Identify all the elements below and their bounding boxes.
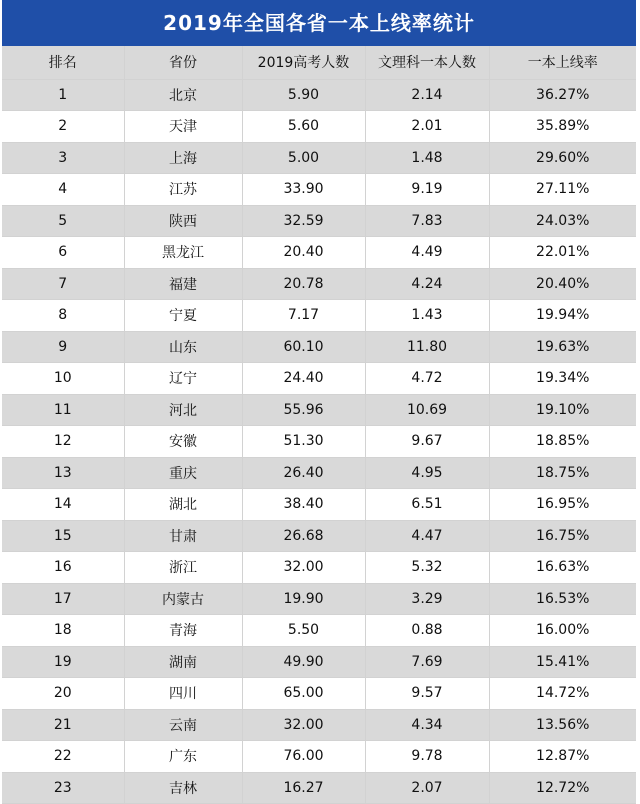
cell-rank: 17: [2, 583, 124, 615]
cell-tier1-rate: 12.87%: [489, 741, 636, 773]
table-row: [2, 678, 636, 710]
cell-rank: 12: [2, 426, 124, 458]
table-row: [2, 709, 636, 741]
cell-rank: 18: [2, 615, 124, 647]
cell-exam-takers: 49.90: [242, 646, 365, 678]
table-row: [2, 741, 636, 773]
cell-exam-takers: 19.90: [242, 583, 365, 615]
cell-tier1-rate: 29.60%: [489, 142, 636, 174]
cell-tier1-rate: 16.95%: [489, 489, 636, 521]
cell-rank: 4: [2, 174, 124, 206]
table-row: [2, 363, 636, 395]
cell-exam-takers: 32.00: [242, 552, 365, 584]
cell-tier1-count: 2.14: [365, 79, 489, 111]
cell-rank: 20: [2, 678, 124, 710]
cell-tier1-count: 4.47: [365, 520, 489, 552]
cell-province: 北京: [124, 79, 242, 111]
cell-tier1-rate: 36.27%: [489, 79, 636, 111]
cell-province: 云南: [124, 709, 242, 741]
table-row: [2, 79, 636, 111]
cell-exam-takers: 76.00: [242, 741, 365, 773]
cell-tier1-count: 4.34: [365, 709, 489, 741]
cell-rank: 1: [2, 79, 124, 111]
cell-province: 浙江: [124, 552, 242, 584]
table-row: [2, 205, 636, 237]
statistics-table-sheet: [2, 0, 636, 804]
cell-exam-takers: 16.27: [242, 772, 365, 804]
cell-exam-takers: 5.50: [242, 615, 365, 647]
cell-province: 上海: [124, 142, 242, 174]
cell-tier1-rate: 13.56%: [489, 709, 636, 741]
cell-province: 江苏: [124, 174, 242, 206]
cell-tier1-count: 4.95: [365, 457, 489, 489]
cell-rank: 15: [2, 520, 124, 552]
cell-province: 陕西: [124, 205, 242, 237]
cell-exam-takers: 33.90: [242, 174, 365, 206]
table-row: [2, 615, 636, 647]
cell-tier1-rate: 16.00%: [489, 615, 636, 647]
cell-exam-takers: 38.40: [242, 489, 365, 521]
table-row: [2, 331, 636, 363]
cell-exam-takers: 5.90: [242, 79, 365, 111]
cell-tier1-rate: 16.53%: [489, 583, 636, 615]
cell-province: 黑龙江: [124, 237, 242, 269]
cell-tier1-count: 1.48: [365, 142, 489, 174]
cell-tier1-count: 6.51: [365, 489, 489, 521]
cell-tier1-count: 9.78: [365, 741, 489, 773]
cell-exam-takers: 32.59: [242, 205, 365, 237]
table-row: [2, 552, 636, 584]
table-row: [2, 142, 636, 174]
header-row: [2, 46, 636, 79]
cell-tier1-rate: 15.41%: [489, 646, 636, 678]
cell-tier1-count: 2.07: [365, 772, 489, 804]
cell-tier1-count: 9.57: [365, 678, 489, 710]
cell-rank: 6: [2, 237, 124, 269]
cell-tier1-rate: 20.40%: [489, 268, 636, 300]
cell-rank: 21: [2, 709, 124, 741]
cell-tier1-rate: 12.72%: [489, 772, 636, 804]
cell-rank: 23: [2, 772, 124, 804]
cell-tier1-count: 0.88: [365, 615, 489, 647]
cell-tier1-count: 5.32: [365, 552, 489, 584]
table-row: [2, 394, 636, 426]
cell-exam-takers: 24.40: [242, 363, 365, 395]
cell-tier1-rate: 24.03%: [489, 205, 636, 237]
cell-province: 甘肃: [124, 520, 242, 552]
header-tier1-rate: 一本上线率: [489, 46, 636, 79]
cell-tier1-count: 11.80: [365, 331, 489, 363]
cell-exam-takers: 20.40: [242, 237, 365, 269]
table-row: [2, 174, 636, 206]
cell-tier1-count: 10.69: [365, 394, 489, 426]
cell-rank: 11: [2, 394, 124, 426]
table-row: [2, 457, 636, 489]
cell-province: 湖南: [124, 646, 242, 678]
cell-tier1-rate: 16.63%: [489, 552, 636, 584]
cell-province: 辽宁: [124, 363, 242, 395]
cell-exam-takers: 55.96: [242, 394, 365, 426]
table-body: [2, 79, 636, 804]
cell-tier1-count: 1.43: [365, 300, 489, 332]
cell-tier1-count: 4.49: [365, 237, 489, 269]
cell-province: 安徽: [124, 426, 242, 458]
cell-exam-takers: 51.30: [242, 426, 365, 458]
cell-province: 重庆: [124, 457, 242, 489]
table-row: [2, 268, 636, 300]
table-row: [2, 646, 636, 678]
cell-province: 天津: [124, 111, 242, 143]
table-row: [2, 237, 636, 269]
cell-exam-takers: 32.00: [242, 709, 365, 741]
cell-tier1-count: 2.01: [365, 111, 489, 143]
cell-rank: 3: [2, 142, 124, 174]
cell-tier1-rate: 19.10%: [489, 394, 636, 426]
table-row: [2, 111, 636, 143]
cell-province: 山东: [124, 331, 242, 363]
cell-tier1-count: 4.72: [365, 363, 489, 395]
cell-tier1-count: 9.67: [365, 426, 489, 458]
cell-rank: 2: [2, 111, 124, 143]
cell-tier1-count: 9.19: [365, 174, 489, 206]
header-tier1-count: 文理科一本人数: [365, 46, 489, 79]
cell-rank: 7: [2, 268, 124, 300]
cell-province: 吉林: [124, 772, 242, 804]
cell-tier1-rate: 19.94%: [489, 300, 636, 332]
header-province: 省份: [124, 46, 242, 79]
cell-exam-takers: 60.10: [242, 331, 365, 363]
cell-tier1-count: 7.69: [365, 646, 489, 678]
statistics-table: [2, 46, 636, 804]
cell-tier1-rate: 19.63%: [489, 331, 636, 363]
cell-tier1-rate: 14.72%: [489, 678, 636, 710]
table-row: [2, 426, 636, 458]
cell-tier1-rate: 18.85%: [489, 426, 636, 458]
cell-exam-takers: 5.60: [242, 111, 365, 143]
header-rank: 排名: [2, 46, 124, 79]
cell-exam-takers: 26.68: [242, 520, 365, 552]
cell-province: 宁夏: [124, 300, 242, 332]
cell-rank: 14: [2, 489, 124, 521]
cell-tier1-rate: 18.75%: [489, 457, 636, 489]
table-row: [2, 489, 636, 521]
cell-province: 广东: [124, 741, 242, 773]
cell-rank: 22: [2, 741, 124, 773]
cell-rank: 16: [2, 552, 124, 584]
cell-tier1-count: 3.29: [365, 583, 489, 615]
table-title: 2019年全国各省一本上线率统计: [2, 0, 636, 46]
cell-rank: 9: [2, 331, 124, 363]
cell-exam-takers: 26.40: [242, 457, 365, 489]
cell-exam-takers: 7.17: [242, 300, 365, 332]
table-row: [2, 300, 636, 332]
cell-rank: 13: [2, 457, 124, 489]
table-row: [2, 772, 636, 804]
cell-tier1-rate: 16.75%: [489, 520, 636, 552]
cell-tier1-rate: 22.01%: [489, 237, 636, 269]
header-exam-takers: 2019高考人数: [242, 46, 365, 79]
cell-tier1-count: 4.24: [365, 268, 489, 300]
cell-tier1-rate: 27.11%: [489, 174, 636, 206]
cell-rank: 5: [2, 205, 124, 237]
cell-province: 四川: [124, 678, 242, 710]
table-row: [2, 520, 636, 552]
cell-tier1-rate: 19.34%: [489, 363, 636, 395]
cell-province: 湖北: [124, 489, 242, 521]
cell-exam-takers: 20.78: [242, 268, 365, 300]
cell-rank: 8: [2, 300, 124, 332]
cell-province: 内蒙古: [124, 583, 242, 615]
cell-rank: 10: [2, 363, 124, 395]
cell-province: 福建: [124, 268, 242, 300]
cell-province: 河北: [124, 394, 242, 426]
cell-rank: 19: [2, 646, 124, 678]
cell-tier1-count: 7.83: [365, 205, 489, 237]
cell-exam-takers: 5.00: [242, 142, 365, 174]
cell-tier1-rate: 35.89%: [489, 111, 636, 143]
table-row: [2, 583, 636, 615]
cell-province: 青海: [124, 615, 242, 647]
cell-exam-takers: 65.00: [242, 678, 365, 710]
